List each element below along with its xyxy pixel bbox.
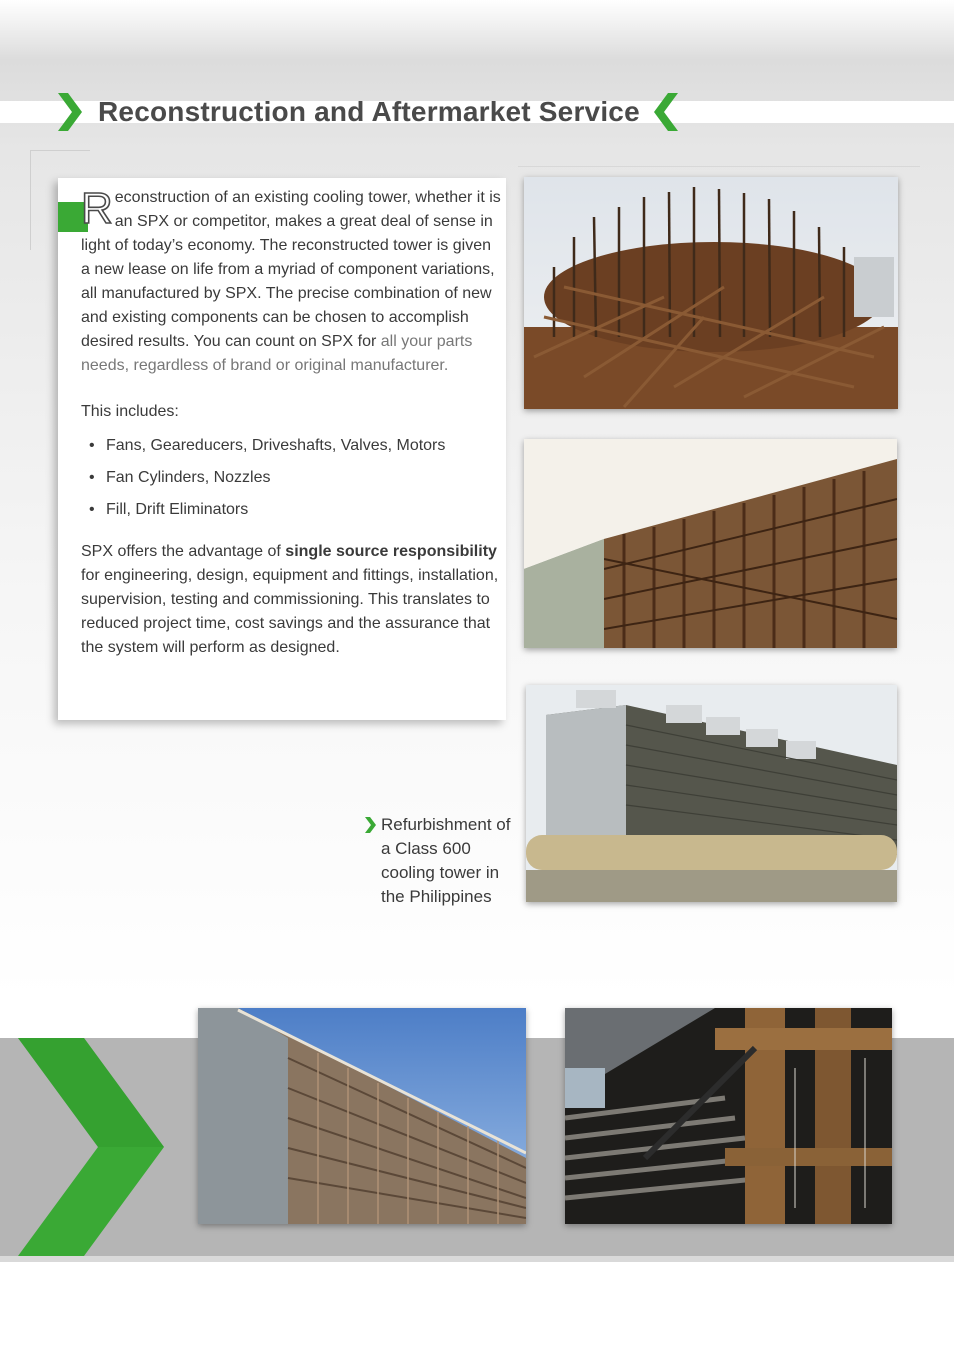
photo-fill-modules <box>198 1008 526 1224</box>
includes-label: This includes: <box>81 403 179 420</box>
drop-cap: R <box>81 184 113 233</box>
highlight-text: single source responsibility <box>285 543 497 560</box>
list-item: • Fan Cylinders, Nozzles <box>89 469 271 486</box>
chevron-right-icon <box>56 93 82 131</box>
intro-text: econstruction of an existing cooling tower, whether it is an SPX or competitor, makes a great deal of sense in light of today’s economy. The reconstructed tower is given a new lease on life from a myriad of component variations, all manufactured by SPX. The precise combination of new and existing components can be chosen to accomplish desired results. You can count on SPX for <box>81 189 501 350</box>
list-item: • Fans, Geareducers, Driveshafts, Valves, Motors <box>89 437 446 454</box>
list-item: • Fill, Drift Eliminators <box>89 501 249 518</box>
caption-text: Refurbishment of a Class 600 cooling tower in the Philippines <box>381 815 511 906</box>
intro-paragraph <box>81 186 501 378</box>
frame-divider <box>30 150 90 151</box>
page-title: Reconstruction and Aftermarket Service <box>98 96 640 127</box>
photo-refurbished-tower <box>526 685 897 902</box>
advantage-paragraph: SPX offers the advantage of single source responsibility for engineering, design, equipment and fittings, installation, supervision, testing and commissioning. This translates to reduced project time, cost savings and the assurance that the system will perform as designed. <box>81 543 499 656</box>
photo-timber-frame <box>524 439 897 648</box>
bottom-band-edge <box>0 1256 954 1262</box>
chevron-right-icon <box>364 817 376 833</box>
text-card <box>58 178 506 720</box>
photo-reconstruction-scaffold <box>524 177 898 409</box>
frame-divider <box>30 150 31 250</box>
includes-list <box>89 430 501 526</box>
frame-divider <box>518 166 920 167</box>
photo-interior-structure <box>565 1008 892 1224</box>
chevron-left-icon <box>654 93 680 131</box>
chevron-right-icon <box>18 1038 168 1256</box>
body-text <box>81 186 501 660</box>
intro-text-muted: all your parts needs, regardless of brand or original manufacturer. <box>81 333 473 374</box>
photo-caption <box>364 813 514 909</box>
page-header <box>56 92 680 132</box>
